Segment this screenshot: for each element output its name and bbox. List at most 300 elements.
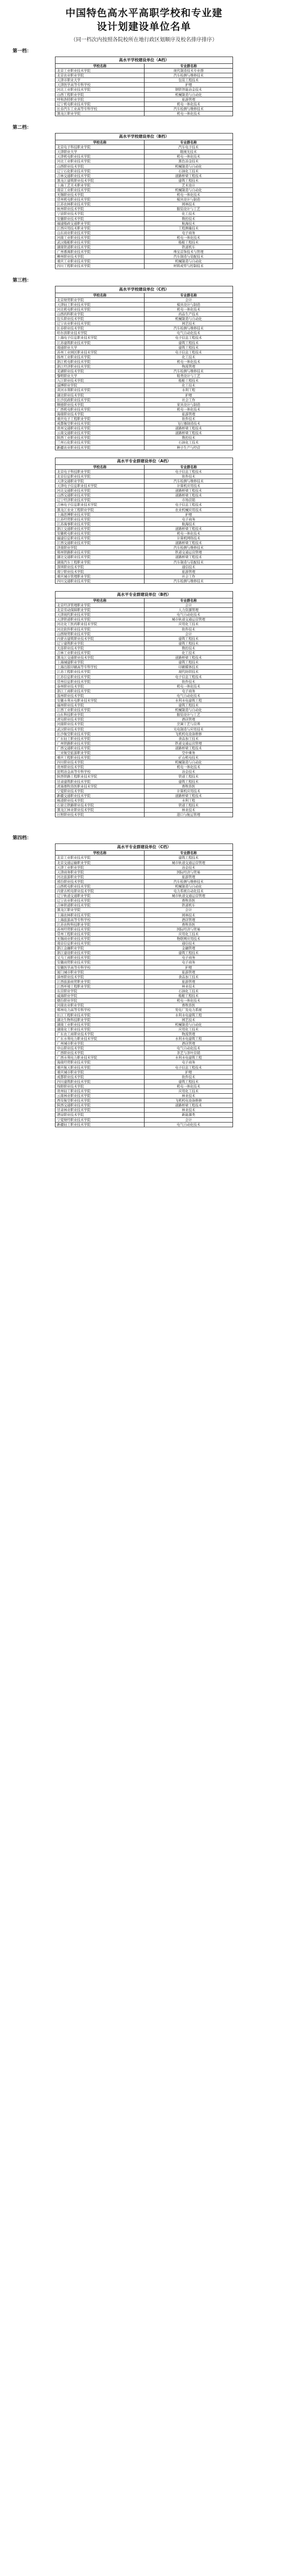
school-name-cell: 陕西工业职业技术学院	[56, 436, 145, 440]
major-group-cell: 畜牧兽医	[144, 922, 232, 927]
table-row	[56, 369, 233, 374]
table-row	[56, 765, 233, 770]
major-group-cell: 道路桥梁工程技术	[144, 746, 232, 750]
table-row	[56, 259, 233, 264]
table-row	[56, 789, 233, 793]
table-row	[56, 264, 233, 269]
table-slot	[0, 286, 288, 450]
school-name-cell: 上海旅游高等专科学校	[56, 917, 145, 922]
major-group-cell: 护理	[144, 965, 232, 970]
table-row	[56, 1022, 233, 1027]
table-row	[56, 340, 233, 345]
unit-table	[55, 591, 233, 817]
school-name-cell: 宁波职业技术学院	[56, 212, 145, 216]
table-row	[56, 951, 233, 956]
major-group-cell: 汽车检测与维修技术	[145, 326, 233, 331]
table-row	[56, 312, 233, 316]
major-group-cell: 机械制造与自动化	[145, 92, 233, 97]
table-row	[56, 889, 233, 894]
school-name-cell: 广西职业技术学院	[56, 1051, 145, 1056]
table-row	[56, 1051, 233, 1056]
school-name-cell: 湖南汽车工程职业学院	[56, 560, 145, 564]
major-group-cell: 畜牧兽医	[144, 784, 232, 789]
table-row	[56, 727, 233, 731]
school-name-cell: 酒泉职业技术学院	[56, 1113, 145, 1117]
major-group-cell: 建筑工程技术	[144, 641, 232, 646]
school-name-cell: 内蒙古机电职业技术学院	[56, 889, 145, 894]
major-group-cell: 新能源类	[144, 1113, 232, 1117]
school-name-cell: 济南职业学院	[56, 546, 145, 550]
table-row	[56, 526, 233, 531]
school-name-cell: 柳州职业技术学院	[56, 254, 145, 259]
school-name-cell: 四川交通职业技术学院	[56, 579, 145, 583]
school-name-cell: 新疆农业职业技术学院	[56, 445, 145, 450]
table-row	[56, 617, 233, 622]
school-name-cell: 海南职业技术学院	[56, 412, 145, 416]
major-group-cell: 会计	[144, 1117, 232, 1122]
school-name-cell: 广东水利电力职业技术学院	[56, 1036, 145, 1041]
school-name-cell: 山西药科职业学院	[56, 312, 145, 316]
school-name-cell: 上海城建职业学院	[56, 660, 145, 665]
column-header-major: 专业群名称	[145, 293, 233, 297]
table-row	[56, 751, 233, 756]
unit-table	[55, 286, 233, 450]
table-row	[56, 102, 233, 106]
major-group-cell: 机械制造与自动化	[145, 317, 233, 321]
school-name-cell: 成都航空职业技术学院	[56, 421, 145, 426]
table-row	[56, 354, 233, 359]
school-name-cell: 山东商业职业技术学院	[56, 230, 145, 235]
column-header-major: 专业群名称	[145, 464, 233, 469]
major-group-cell: 物联网应用技术	[144, 937, 232, 941]
table-row	[56, 402, 233, 407]
table-row	[56, 393, 233, 397]
table-row	[56, 856, 233, 860]
table-row	[56, 994, 233, 998]
major-group-cell: 通信技术	[144, 941, 232, 946]
table-row	[56, 364, 233, 369]
major-group-cell: 汽车检测与维修技术	[144, 879, 232, 884]
major-group-cell: 船舶工程技术	[144, 240, 232, 245]
school-name-cell: 黄河水利职业技术学院	[56, 388, 145, 393]
major-group-cell: 建筑工程技术	[144, 856, 232, 860]
table-row	[56, 756, 233, 760]
table-row	[56, 541, 233, 546]
school-name-cell: 漳州职业技术学院	[56, 974, 145, 979]
major-group-cell: 电力系统自动化技术	[144, 889, 232, 894]
table-row	[56, 507, 233, 512]
major-group-cell: 矿山机电技术	[144, 756, 232, 760]
major-group-cell: 应用化工技术	[144, 1027, 232, 1031]
table-row	[56, 1074, 233, 1079]
school-name-cell: 河北化工医药职业技术学院	[56, 622, 145, 627]
table-row	[56, 106, 233, 111]
major-group-cell: 茶艺与茶叶营销	[144, 1051, 232, 1056]
major-group-cell: 汽车检测与维修技术	[145, 546, 233, 550]
school-name-cell: 长春汽车工业高等专科学校	[56, 106, 145, 111]
school-name-cell: 浙江金融职业学院	[56, 946, 145, 951]
major-group-cell: 水利水电建筑工程	[144, 698, 232, 703]
school-name-cell: 湖南工业职业技术学院	[56, 1022, 145, 1027]
major-group-cell: 机电一体化技术	[145, 359, 233, 364]
table-header-row	[56, 851, 233, 856]
major-group-cell: 化工技术	[144, 212, 232, 216]
school-name-cell: 重庆航天职业技术学院	[56, 1065, 145, 1070]
table-row	[56, 884, 233, 889]
table-row	[56, 1017, 233, 1022]
major-group-cell: 社会工作	[145, 397, 233, 402]
major-group-cell: 道路桥梁工程技术	[145, 431, 233, 436]
table-row	[56, 984, 233, 989]
school-name-cell: 江西旅游商贸职业学院	[56, 979, 145, 984]
school-name-cell: 辽宁农业职业技术学院	[56, 898, 145, 903]
school-name-cell: 黑龙江职业学院	[56, 111, 145, 116]
major-group-cell: 农业机械应用技术	[145, 507, 233, 512]
table-row	[56, 665, 233, 670]
major-group-cell: 电气自动化技术	[144, 693, 232, 698]
school-name-cell: 甘肃建筑职业技术学院	[56, 779, 145, 784]
school-name-cell: 郑州铁路职业技术学院	[56, 550, 145, 555]
table-row	[56, 92, 233, 97]
school-name-cell: 长春职业技术学院	[56, 326, 145, 331]
table-row	[56, 111, 233, 116]
major-group-cell: 数控技术	[144, 646, 232, 650]
major-group-cell: 汽车检测与维修技术	[145, 479, 233, 483]
major-group-cell: 园艺技术	[144, 1017, 232, 1022]
major-group-cell: 计算机网络技术	[145, 536, 233, 541]
column-header-major: 专业群名称	[144, 598, 232, 603]
major-group-cell: 石油化工技术	[145, 440, 233, 445]
major-group-cell: 道路桥梁工程技术	[144, 656, 232, 660]
school-name-cell: 黑龙江农业工程职业学院	[56, 507, 145, 512]
table-row	[56, 187, 233, 192]
school-name-cell: 辽宁农业职业技术学院	[56, 321, 145, 326]
school-name-cell: 青海畜牧兽医职业技术学院	[56, 784, 145, 789]
major-group-cell: 材料成型与控制技术	[144, 264, 232, 269]
table-row	[56, 436, 233, 440]
school-name-cell: 吉林交通职业技术学院	[56, 173, 145, 178]
table-row	[56, 736, 233, 741]
table-row	[56, 1098, 233, 1103]
major-group-cell: 电气自动化技术	[145, 331, 233, 336]
tier-label-4: 第四档：	[13, 836, 32, 841]
table-row	[56, 956, 233, 960]
major-group-cell: 现代纺织技术	[144, 670, 232, 674]
table-row	[56, 321, 233, 326]
school-name-cell: 浙江建设职业技术学院	[56, 951, 145, 956]
table-slot	[0, 133, 288, 269]
table-row	[56, 931, 233, 936]
table-row	[56, 656, 233, 660]
school-name-cell: 福建船政交通职业学院	[56, 221, 145, 226]
table-row	[56, 159, 233, 164]
table-row	[56, 860, 233, 865]
major-group-cell: 电子信息工程技术	[144, 1065, 232, 1070]
school-name-cell: 长江工程职业技术学院	[56, 1013, 145, 1017]
table-row	[56, 1103, 233, 1108]
school-name-cell: 贵州轻工职业技术学院	[56, 1089, 145, 1094]
school-name-cell: 辽宁经济职业技术学院	[56, 498, 145, 503]
school-name-cell: 成都职业技术学院	[56, 1074, 145, 1079]
major-group-cell: 铁道机车	[144, 245, 232, 250]
table-row	[56, 1094, 233, 1098]
table-row	[56, 874, 233, 879]
major-group-cell: 机电一体化技术	[145, 407, 233, 412]
table-row	[56, 965, 233, 970]
school-name-cell: 广西水利电力职业技术学院	[56, 1056, 145, 1060]
table-row	[56, 150, 233, 154]
table-row	[56, 503, 233, 507]
school-name-cell: 郑州电力高等专科学校	[56, 1008, 145, 1013]
school-name-cell: 南京信息职业技术学院	[56, 941, 145, 946]
table-row	[56, 774, 233, 779]
school-name-cell: 上海农林职业技术学院	[56, 913, 145, 917]
major-group-cell: 机电一体化技术	[144, 193, 232, 197]
table-row	[56, 350, 233, 354]
school-name-cell: 云南交通职业技术学院	[56, 431, 145, 436]
major-group-cell: 包装工程技术	[145, 78, 233, 83]
major-group-cell: 会计	[144, 908, 232, 913]
tier-label-3: 第三档：	[13, 277, 32, 283]
major-group-cell: 模具设计与制造	[145, 302, 233, 307]
table-row	[56, 879, 233, 884]
school-name-cell: 浙江交通职业技术学院	[56, 526, 145, 531]
table-row	[56, 1089, 233, 1094]
table-row	[56, 326, 233, 331]
major-group-cell: 机电一体化技术	[145, 531, 233, 536]
major-group-cell: 航海技术	[144, 221, 232, 226]
school-name-cell: 武汉船舶职业技术学院	[56, 240, 145, 245]
school-name-cell: 深圳职业技术学院	[56, 564, 145, 569]
major-group-cell: 水利水电建筑工程	[144, 1013, 232, 1017]
school-name-cell: 江苏工程职业技术学院	[56, 670, 145, 674]
table-row	[56, 603, 233, 608]
school-name-cell: 青岛职业技术学院	[56, 717, 145, 722]
column-header-school: 学校名称	[56, 140, 145, 145]
table-row	[56, 254, 233, 259]
school-name-cell: 安徽机电职业技术学院	[56, 531, 145, 536]
school-name-cell: 西安航空职业技术学院	[56, 1098, 145, 1103]
column-header-major: 专业群名称	[145, 64, 233, 69]
major-group-cell: 计算机应用技术	[145, 484, 233, 488]
table-row	[56, 479, 233, 483]
major-group-cell: 铁道交通运营管理	[145, 550, 233, 555]
major-group-cell: 水利水电建筑工程	[144, 1036, 232, 1041]
major-group-cell: 计算机应用技术	[144, 789, 232, 793]
table-row	[56, 336, 233, 340]
major-group-cell: 机电一体化技术	[144, 235, 232, 240]
major-group-cell: 铁道机车	[144, 903, 232, 908]
table-row	[56, 331, 233, 336]
school-name-cell: 辽宁轨道交通职业学院	[56, 894, 145, 898]
school-name-cell: 常州信息职业技术学院	[56, 679, 145, 684]
major-group-cell: 数控技术	[145, 436, 233, 440]
table-row	[56, 703, 233, 708]
table-row	[56, 226, 233, 230]
school-name-cell: 江西工业职业技术学院	[56, 708, 145, 713]
major-group-cell: 模具设计与制造	[144, 197, 232, 202]
school-name-cell: 杭州职业技术学院	[56, 207, 145, 212]
major-group-cell: 现代制造技术专业群	[145, 69, 233, 73]
major-group-cell: 服装设计与工艺	[144, 713, 232, 717]
school-name-cell: 常州机电职业技术学院	[56, 197, 145, 202]
school-name-cell: 包头职业技术学院	[56, 317, 145, 321]
school-name-cell: 山西机电职业技术学院	[56, 884, 145, 889]
major-group-cell: 会计	[145, 297, 233, 302]
school-name-cell: 长沙民政职业技术学院	[56, 397, 145, 402]
table-row	[56, 722, 233, 727]
major-group-cell: 电子商务	[145, 517, 233, 521]
school-name-cell: 温州职业技术学院	[56, 693, 145, 698]
table-row	[56, 426, 233, 431]
table-row	[56, 207, 233, 212]
school-name-cell: 北京电子科技职业学院	[56, 469, 145, 474]
school-name-cell: 长沙航空职业技术学院	[56, 731, 145, 736]
school-name-cell: 河北交通职业技术学院	[56, 488, 145, 493]
major-group-cell: 机械制造与自动化	[144, 187, 232, 192]
major-group-cell: 汽车制造与装配技术	[144, 254, 232, 259]
major-group-cell: 鞋类设计与工艺	[145, 374, 233, 379]
major-group-cell: 物流管理	[145, 364, 233, 369]
major-group-cell: 建筑工程技术	[144, 660, 232, 665]
major-group-cell: 应用化工技术	[144, 1089, 232, 1094]
major-group-cell: 会计	[144, 631, 232, 636]
table-row	[56, 178, 233, 183]
school-name-cell: 上海电子信息职业技术学院	[56, 336, 145, 340]
school-name-cell: 重庆城市管理职业学院	[56, 574, 145, 579]
school-name-cell: 石家庄铁路职业技术学院	[56, 803, 145, 808]
major-group-cell: 机械制造与自动化	[144, 884, 232, 889]
major-group-cell: 冶金技术	[144, 770, 232, 774]
table-row	[56, 388, 233, 393]
school-name-cell: 北京经济管理职业学院	[56, 603, 145, 608]
school-name-cell: 内蒙古建筑职业技术学院	[56, 636, 145, 641]
table-row	[56, 960, 233, 965]
school-name-cell: 山西财贸职业技术学院	[56, 631, 145, 636]
school-name-cell: 天津职业大学	[56, 150, 145, 154]
school-name-cell: 新疆轻工职业技术学院	[56, 1122, 145, 1127]
major-group-cell: 电子商务	[144, 1060, 232, 1065]
major-group-cell: 汽车电子技术	[144, 145, 232, 150]
school-name-cell: 东营职业学院	[56, 989, 145, 994]
major-group-cell: 电子信息工程技术	[144, 674, 232, 679]
major-group-cell: 酒店管理	[144, 917, 232, 922]
school-name-cell: 泰州职业技术学院	[56, 684, 145, 689]
table-row	[56, 937, 233, 941]
major-group-cell: 电子信息工程技术	[145, 503, 233, 507]
table-row	[56, 407, 233, 412]
table-row	[56, 698, 233, 703]
major-group-cell: 数控技术	[144, 216, 232, 221]
major-group-cell: 水利水电建筑工程	[144, 1056, 232, 1060]
major-group-cell: 药品生产技术	[145, 312, 233, 316]
table-row	[56, 560, 233, 564]
major-group-cell: 化工技术	[145, 383, 233, 388]
school-name-cell: 江西环境工程职业学院	[56, 984, 145, 989]
major-group-cell: 食品加工技术	[144, 736, 232, 741]
major-group-cell: 护理	[145, 83, 233, 87]
table-row	[56, 579, 233, 583]
major-group-cell: 电子信息工程技术	[145, 336, 233, 340]
school-name-cell: 浙江经济职业技术学院	[56, 364, 145, 369]
school-name-cell: 安徽水利水电职业技术学院	[56, 698, 145, 703]
school-name-cell: 辽宁机电职业技术学院	[56, 102, 145, 106]
major-group-cell: 软件技术	[144, 627, 232, 631]
table-row	[56, 240, 233, 245]
major-group-cell: 服装设计与工艺	[144, 207, 232, 212]
school-name-cell: 山东科技职业学院	[56, 713, 145, 717]
school-name-cell: 安徽职业技术学院	[56, 216, 145, 221]
major-group-cell: 汽车检测与维修技术	[145, 106, 233, 111]
school-name-cell: 日照职业技术学院	[56, 813, 145, 817]
unit-table	[55, 843, 233, 1127]
major-group-cell: 建筑工程技术	[144, 779, 232, 784]
major-group-cell: 机电一体化技术	[144, 1084, 232, 1089]
major-group-cell: 社会工作	[145, 574, 233, 579]
major-group-cell: 会计	[144, 603, 232, 608]
table-row	[56, 521, 233, 526]
school-name-cell: 浙江工商职业技术学院	[56, 689, 145, 693]
school-name-cell: 福州职业技术学院	[56, 703, 145, 708]
column-header-major: 专业群名称	[144, 851, 232, 856]
major-group-cell: 水利工程	[144, 798, 232, 803]
major-group-cell: 飞机机电设备维修	[144, 731, 232, 736]
table-row	[56, 173, 233, 178]
table-row	[56, 221, 233, 226]
table-row	[56, 359, 233, 364]
table-row	[56, 784, 233, 789]
school-name-cell: 浙江机电职业技术学院	[56, 359, 145, 364]
major-group-cell: 汽车检测与维修技术	[145, 579, 233, 583]
major-group-cell: 道路桥梁工程技术	[145, 541, 233, 546]
school-name-cell: 天津电子信息职业技术学院	[56, 484, 145, 488]
school-name-cell: 贵州交通职业技术学院	[56, 426, 145, 431]
table-row	[56, 870, 233, 874]
major-group-cell: 化工技术	[144, 651, 232, 656]
table-row	[56, 421, 233, 426]
school-name-cell: 顺德职业技术学院	[56, 402, 145, 407]
school-name-cell: 河南工业职业技术学院	[56, 235, 145, 240]
major-group-cell: 电子商务	[144, 230, 232, 235]
table-row	[56, 608, 233, 613]
major-group-cell: 种子生产与经营	[145, 445, 233, 450]
major-group-cell: 道路桥梁工程技术	[145, 555, 233, 560]
table-row	[56, 87, 233, 92]
school-name-cell: 重庆电子工程职业学院	[56, 417, 145, 421]
school-name-cell: 黑龙江建筑职业技术学院	[56, 178, 145, 183]
school-name-cell: 芜湖职业技术学院	[56, 369, 145, 374]
table-row	[56, 679, 233, 684]
school-name-cell: 江苏建筑职业技术学院	[56, 340, 145, 345]
table-slot	[0, 57, 288, 116]
major-group-cell: 铁道工程技术	[144, 774, 232, 779]
table-row	[56, 1070, 233, 1074]
table-row	[56, 412, 233, 416]
school-name-cell: 河北工业职业技术学院	[56, 159, 145, 164]
school-name-cell: 威海职业学院	[56, 994, 145, 998]
table-row	[56, 898, 233, 903]
table-row	[56, 474, 233, 479]
school-name-cell: 上海工艺美术职业学院	[56, 183, 145, 187]
school-name-cell: 湖南铁道职业技术学院	[56, 245, 145, 250]
school-name-cell: 北京工业职业技术学院	[56, 69, 145, 73]
document-title: 中国特色高水平高职学校和专业建设计划建设单位名单	[65, 7, 223, 32]
school-name-cell: 义乌工商职业技术学院	[56, 956, 145, 960]
major-group-cell: 市场营销	[145, 498, 233, 503]
major-group-cell: 飞机机电设备维修	[144, 1098, 232, 1103]
major-group-cell: 水利工程	[145, 388, 233, 393]
table-row	[56, 493, 233, 498]
